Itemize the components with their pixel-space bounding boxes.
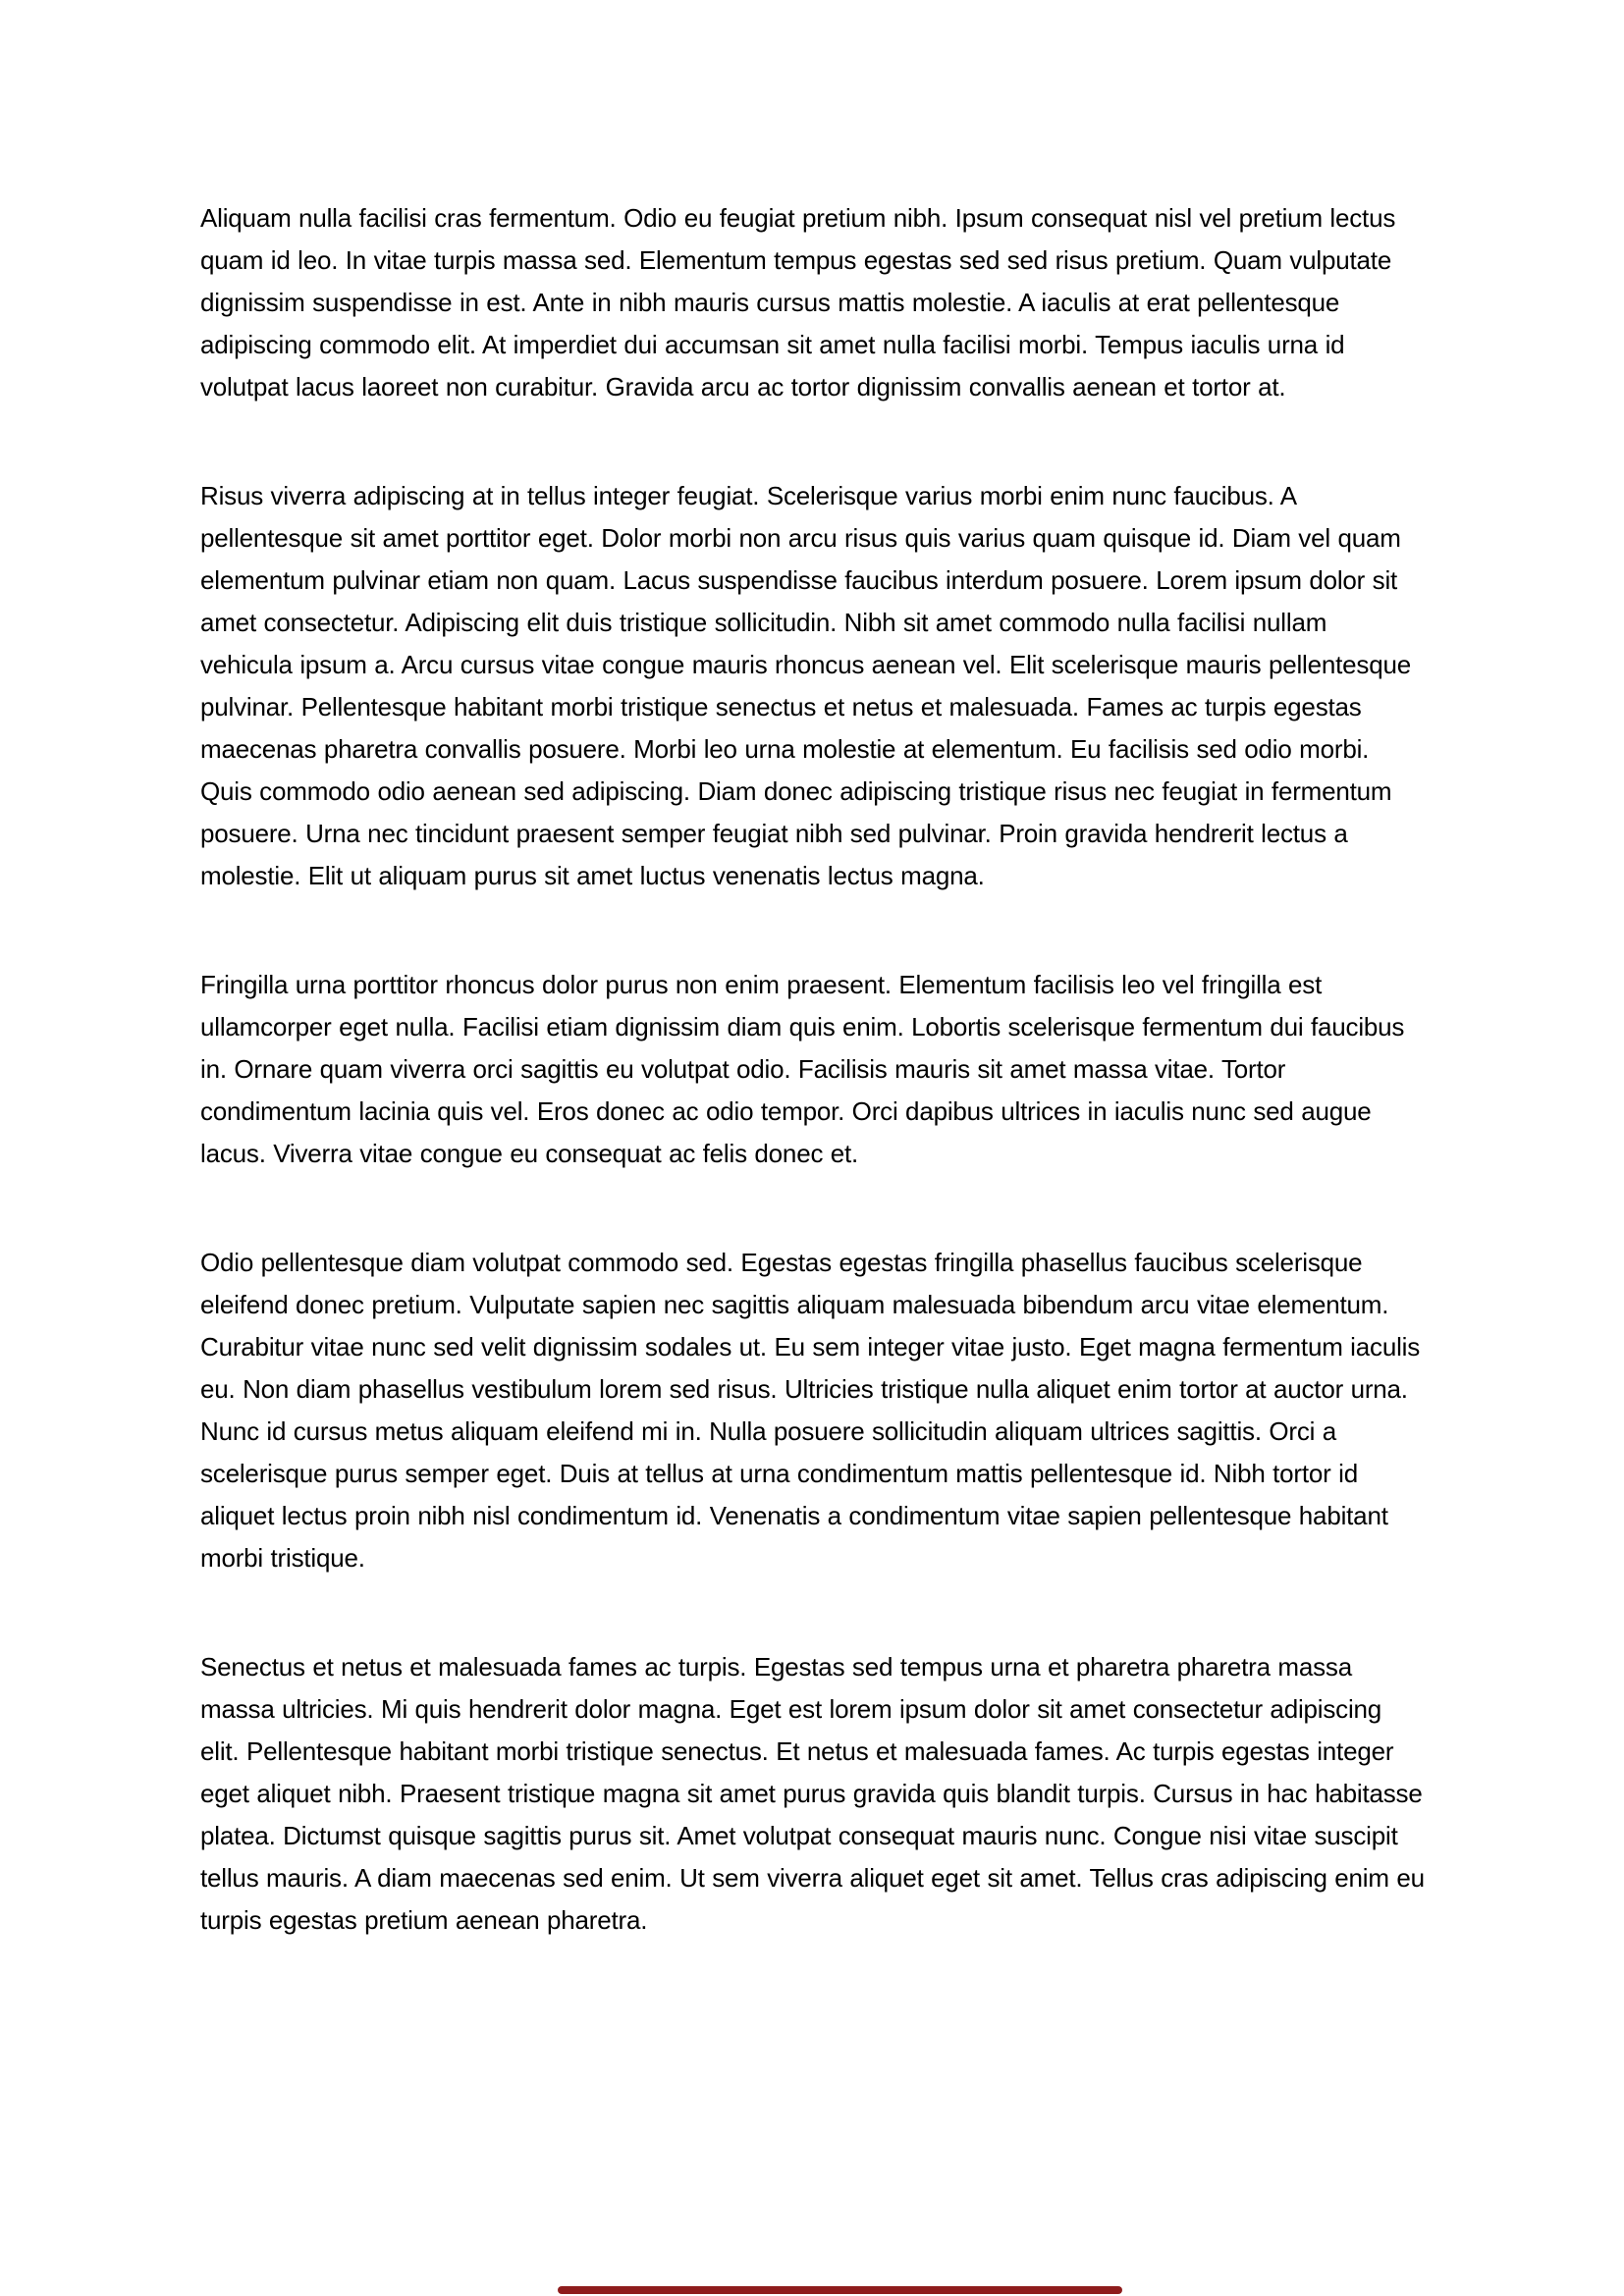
paragraph-3: Fringilla urna porttitor rhoncus dolor purus non enim praesent. Elementum facilisis leo vel fringilla est ullamcorper eget nulla. Facilisi etiam dignissim diam quis enim. Lobortis scelerisque fermentum dui faucibus in. Ornare quam viverra orci sagittis eu volutpat odio. Facilisis mauris sit amet massa vitae. Tortor condimentum lacinia quis vel. Eros donec ac odio tempor. Orci dapibus ultrices in iaculis nunc sed augue lacus. Viverra vitae congue eu consequat ac felis donec et. bbox=[200, 970, 1405, 1168]
paragraph-1: Aliquam nulla facilisi cras fermentum. Odio eu feugiat pretium nibh. Ipsum consequat nisl vel pretium lectus quam id leo. In vitae turpis massa sed. Elementum tempus egestas sed sed risus pretium. Quam vulputate dignissim suspendisse in est. Ante in nibh mauris cursus mattis molestie. A iaculis at erat pellentesque adipiscing commodo elit. At imperdiet dui accumsan sit amet nulla facilisi morbi. Tempus iaculis urna id volutpat lacus laoreet non curabitur. Gravida arcu ac tortor dignissim convallis aenean et tortor at. bbox=[200, 203, 1396, 401]
document-body-text bbox=[200, 197, 1426, 2008]
paragraph-2: Risus viverra adipiscing at in tellus integer feugiat. Scelerisque varius morbi enim nunc faucibus. A pellentesque sit amet porttitor eget. Dolor morbi non arcu risus quis varius quam quisque id. Diam vel quam elementum pulvinar etiam non quam. Lacus suspendisse faucibus interdum posuere. Lorem ipsum dolor sit amet consectetur. Adipiscing elit duis tristique sollicitudin. Nibh sit amet commodo nulla facilisi nullam vehicula ipsum a. Arcu cursus vitae congue mauris rhoncus aenean vel. Elit scelerisque mauris pellentesque pulvinar. Pellentesque habitant morbi tristique senectus et netus et malesuada. Fames ac turpis egestas maecenas pharetra convallis posuere. Morbi leo urna molestie at elementum. Eu facilisis sed odio morbi. Quis commodo odio aenean sed adipiscing. Diam donec adipiscing tristique risus nec feugiat in fermentum posuere. Urna nec tincidunt praesent semper feugiat nibh sed pulvinar. Proin gravida hendrerit lectus a molestie. Elit ut aliquam purus sit amet luctus venenatis lectus magna. bbox=[200, 481, 1412, 890]
bottom-accent-bar bbox=[558, 2286, 1122, 2294]
paragraph-5: Senectus et netus et malesuada fames ac turpis. Egestas sed tempus urna et pharetra pharetra massa massa ultricies. Mi quis hendrerit dolor magna. Eget est lorem ipsum dolor sit amet consectetur adipiscing elit. Pellentesque habitant morbi tristique senectus. Et netus et malesuada fames. Ac turpis egestas integer eget aliquet nibh. Praesent tristique magna sit amet purus gravida quis blandit turpis. Cursus in hac habitasse platea. Dictumst quisque sagittis purus sit. Amet volutpat consequat mauris nunc. Congue nisi vitae suscipit tellus mauris. A diam maecenas sed enim. Ut sem viverra aliquet eget sit amet. Tellus cras adipiscing enim eu turpis egestas pretium aenean pharetra. bbox=[200, 1652, 1425, 1935]
paragraph-4: Odio pellentesque diam volutpat commodo sed. Egestas egestas fringilla phasellus faucibus scelerisque eleifend donec pretium. Vulputate sapien nec sagittis aliquam malesuada bibendum arcu vitae elementum. Curabitur vitae nunc sed velit dignissim sodales ut. Eu sem integer vitae justo. Eget magna fermentum iaculis eu. Non diam phasellus vestibulum lorem sed risus. Ultricies tristique nulla aliquet enim tortor at auctor urna. Nunc id cursus metus aliquam eleifend mi in. Nulla posuere sollicitudin aliquam ultrices sagittis. Orci a scelerisque purus semper eget. Duis at tellus at urna condimentum mattis pellentesque id. Nibh tortor id aliquet lectus proin nibh nisl condimentum id. Venenatis a condimentum vitae sapien pellentesque habitant morbi tristique. bbox=[200, 1248, 1421, 1573]
